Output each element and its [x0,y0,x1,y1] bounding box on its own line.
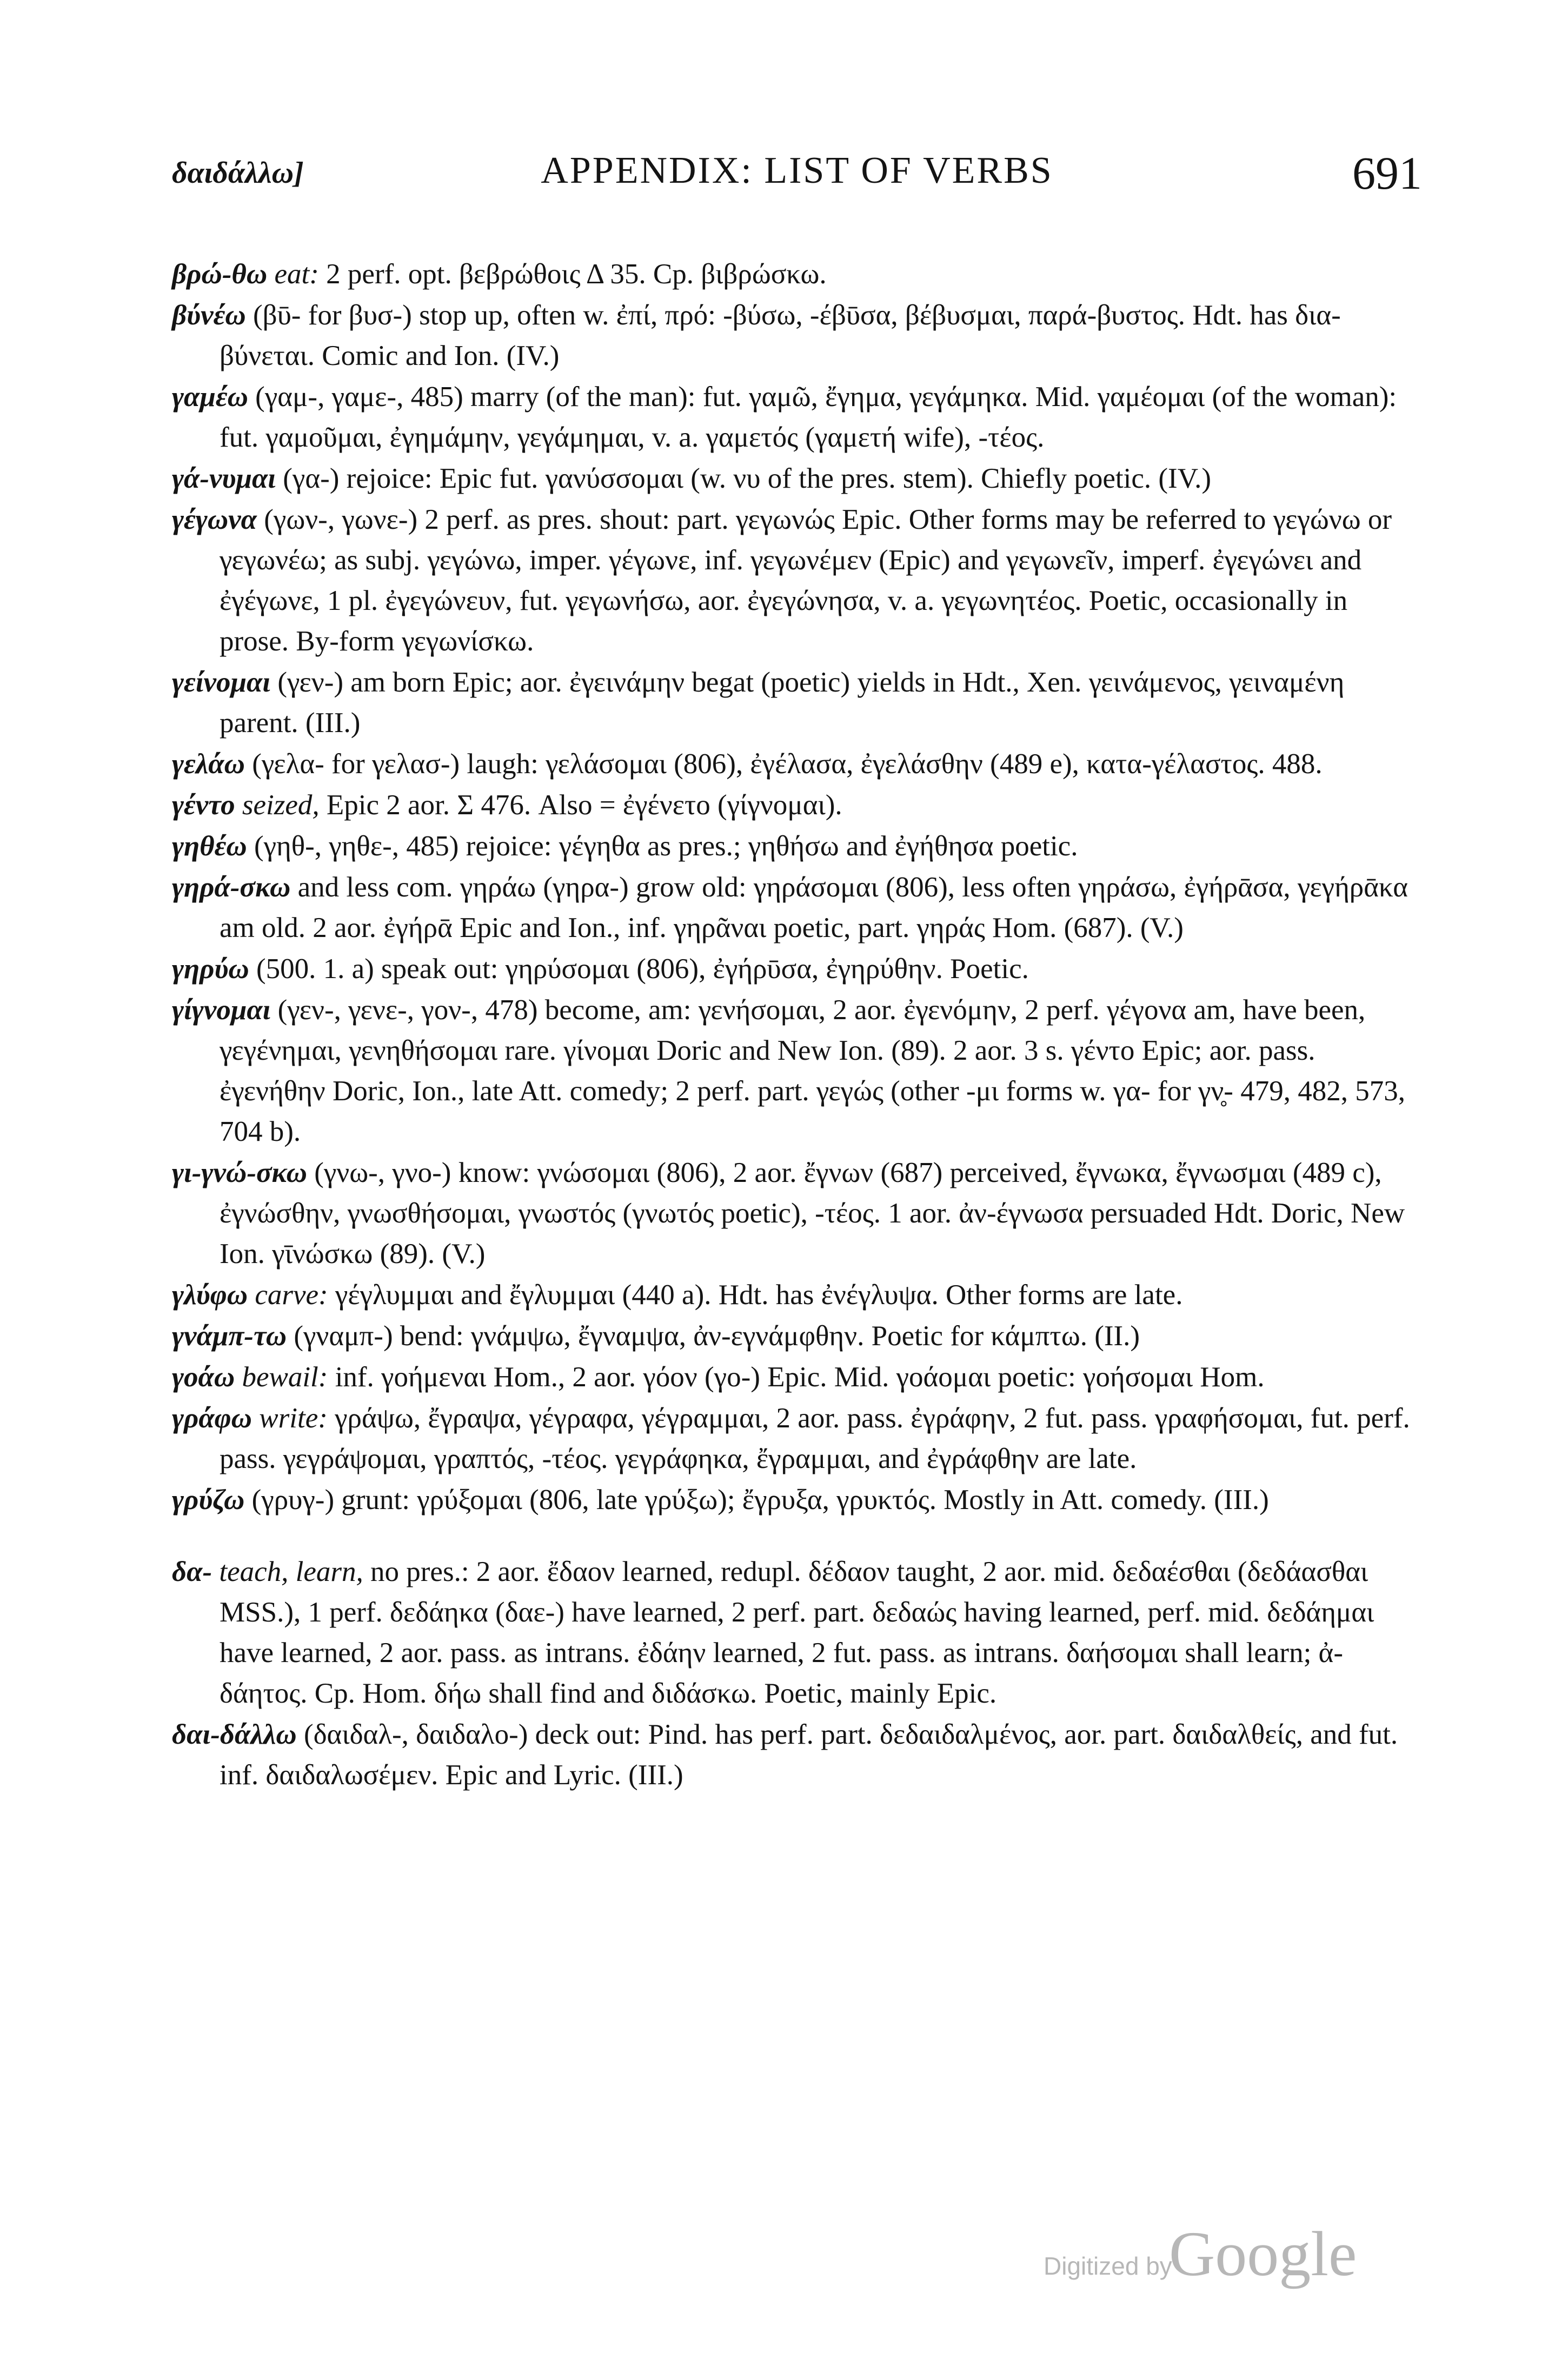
verb-entry [172,990,1422,1152]
entry-text: (γελα- for γελασ-) laugh: γελάσομαι (806), ἐγέλασα, ἐγελάσθην (489 e), κατα-γέλαστος. 488. [252,748,1323,780]
digitized-watermark [1044,2218,1379,2289]
headword: γηρύω [172,953,249,985]
headword: γίγνομαι [172,994,271,1026]
headword: γνάμπ-τω [172,1320,287,1352]
headword: γά-νυμαι [172,463,276,494]
headword: γηρά-σκω [172,872,291,903]
headword: γλύφω [172,1279,248,1311]
entry-text: Epic 2 aor. Σ 476. Also = ἐγένετο (γίγνομαι). [326,789,842,821]
entry-text: (γαμ-, γαμε-, 485) marry (of the man): fut. γαμῶ, ἔγημα, γεγάμηκα. Mid. γαμέομαι (of the woman): fut. γαμοῦμαι, ἐγημάμην, γεγάμημαι, v. a. γαμετός (γαμετή wife), -τέος. [220,381,1397,453]
headword: γέντο [172,789,235,821]
catchword: δαιδάλλω] [172,156,304,190]
verb-entry [172,1275,1422,1315]
entry-text: inf. γοήμεναι Hom., 2 aor. γόον (γο-) Epic. Mid. γοάομαι poetic: γοήσομαι Hom. [335,1361,1265,1393]
verb-entry [172,1153,1422,1274]
entry-text: γράψω, ἔγραψα, γέγραφα, γέγραμμαι, 2 aor. pass. ἐγράφην, 2 fut. pass. γραφήσομαι, fut. perf. pass. γεγράψομαι, γραπτός, -τέος. γεγράφηκα, ἔγραμμαι, and ἐγράφθην are late. [220,1403,1410,1474]
verb-entry [172,500,1422,662]
verb-entry [172,1552,1422,1714]
headword: γρύζω [172,1484,245,1516]
entry-text: (γων-, γωνε-) 2 perf. as pres. shout: part. γεγωνώς Epic. Other forms may be referred to γεγώνω or γεγωνέω; as subj. γεγώνω, imper. γέγωνε, inf. γεγωνέμεν (Epic) and γεγωνεῖν, imperf. ἐγεγώνει and ἐγέγωνε, 1 pl. ἐγεγώνευν, fut. γεγωνήσω, aor. ἐγεγώνησα, v. a. γεγωνητέος. Poetic, occasionally in prose. By-form γεγωνίσκω. [220,504,1392,657]
headword: γελάω [172,748,245,780]
headword: γείνομαι [172,667,271,698]
page-number: 691 [1352,147,1422,199]
entry-text: (500. 1. a) speak out: γηρύσομαι (806), ἐγήρῡσα, ἐγηρύθην. Poetic. [256,953,1029,985]
entry-text: (δαιδαλ-, δαιδαλο-) deck out: Pind. has perf. part. δεδαιδαλμένος, aor. part. δαιδαλθείς, and fut. inf. δαιδαλωσέμεν. Epic and Lyric. (III.) [220,1719,1398,1791]
verb-list [172,254,1422,1796]
verb-entry [172,295,1422,376]
verb-entry [172,662,1422,743]
gloss: write: [259,1403,328,1434]
verb-entry [172,744,1422,785]
entry-text: (γα-) rejoice: Epic fut. γανύσσομαι (w. νυ of the pres. stem). Chiefly poetic. (IV.) [283,463,1212,494]
verb-entry [172,1316,1422,1357]
entry-text: (βῡ- for βυσ-) stop up, often w. ἐπί, πρό: -βύσω, -έβῡσα, βέβυσμαι, παρά-βυστος. Hdt. has δια-βύνεται. Comic and Ion. (IV.) [220,300,1341,371]
page-title: APPENDIX: LIST OF VERBS [541,150,1053,191]
verb-entry [172,826,1422,867]
headword: γαμέω [172,381,248,413]
entry-text: and less com. γηράω (γηρα-) grow old: γηράσομαι (806), less often γηράσω, ἐγήρᾱσα, γεγήρᾱκα am old. 2 aor. ἐγήρᾱ Epic and Ion., inf. γηρᾶναι poetic, part. γηράς Hom. (687). (V.) [220,872,1408,943]
headword: γι-γνώ-σκω [172,1157,307,1188]
gloss: bewail: [242,1361,328,1393]
gloss: seized, [242,789,320,821]
verb-entry [172,377,1422,458]
headword: γηθέω [172,830,247,862]
headword: γέγωνα [172,504,257,535]
entry-text: (γηθ-, γηθε-, 485) rejoice: γέγηθα as pres.; γηθήσω and ἐγήθησα poetic. [254,830,1078,862]
headword: γράφω [172,1403,253,1434]
verb-entry [172,867,1422,948]
entry-text: (γεν-) am born Epic; aor. ἐγεινάμην begat (poetic) yields in Hdt., Xen. γεινάμενος, γειναμένη parent. (III.) [220,667,1345,739]
gloss: teach, learn, [219,1556,363,1587]
entry-text: no pres.: 2 aor. ἔδαον learned, redupl. δέδαον taught, 2 aor. mid. δεδαέσθαι (δεδάασθαι MSS.), 1 perf. δεδάηκα (δαε-) have learned, 2 perf. part. δεδαώς having learned, perf. mid. δεδάημαι have learned, 2 aor. pass. as intrans. ἐδάην learned, 2 fut. pass. as intrans. δαήσομαι shall learn; ἀ-δάητος. Cp. Hom. δήω shall find and διδάσκω. Poetic, mainly Epic. [220,1556,1374,1709]
verb-entry [172,1357,1422,1398]
google-logo: Google [1169,2218,1357,2289]
verb-entry [172,949,1422,989]
entry-text: (γρυγ-) grunt: γρύξομαι (806, late γρύξω); ἔγρυξα, γρυκτός. Mostly in Att. comedy. (III.) [251,1484,1269,1516]
verb-entry [172,1398,1422,1479]
running-head [172,146,1422,211]
headword: γοάω [172,1361,235,1393]
entry-text: (γναμπ-) bend: γνάμψω, ἔγναμψα, ἀν-εγνάμφθην. Poetic for κάμπτω. (II.) [294,1320,1140,1352]
verb-entry [172,1480,1422,1520]
entry-text: (γνω-, γνο-) know: γνώσομαι (806), 2 aor. ἔγνων (687) perceived, ἔγνωκα, ἔγνωσμαι (489 c), ἐγνώσθην, γνωσθήσομαι, γνωστός (γνωτός poetic), -τέος. 1 aor. ἀν-έγνωσα persuaded Hdt. Doric, New Ion. γῑνώσκω (89). (V.) [220,1157,1405,1270]
headword: βρώ-θω [172,258,268,290]
verb-entry [172,785,1422,826]
headword: δα- [172,1556,212,1587]
headword: δαι-δάλλω [172,1719,297,1750]
entry-text: γέγλυμμαι and ἔγλυμμαι (440 a). Hdt. has ἐνέγλυψα. Other forms are late. [335,1279,1183,1311]
gloss: eat: [274,258,319,290]
gloss: carve: [255,1279,328,1311]
watermark-prefix: Digitized by [1044,2252,1172,2280]
verb-entry [172,1715,1422,1796]
entry-text: (γεν-, γενε-, γον-, 478) become, am: γενήσομαι, 2 aor. ἐγενόμην, 2 perf. γέγονα am, have been, γεγένημαι, γενηθήσομαι rare. γίνομαι Doric and New Ion. (89). 2 aor. 3 s. γέντο Epic; aor. pass. ἐγενήθην Doric, Ion., late Att. comedy; 2 perf. part. γεγώς (other -μι forms w. γα- for γν̥- 479, 482, 573, 704 b). [220,994,1405,1147]
verb-entry [172,458,1422,499]
entry-text: 2 perf. opt. βεβρώθοις Δ 35. Cp. βιβρώσκω. [326,258,827,290]
headword: βύνέω [172,300,246,331]
verb-entry [172,254,1422,295]
